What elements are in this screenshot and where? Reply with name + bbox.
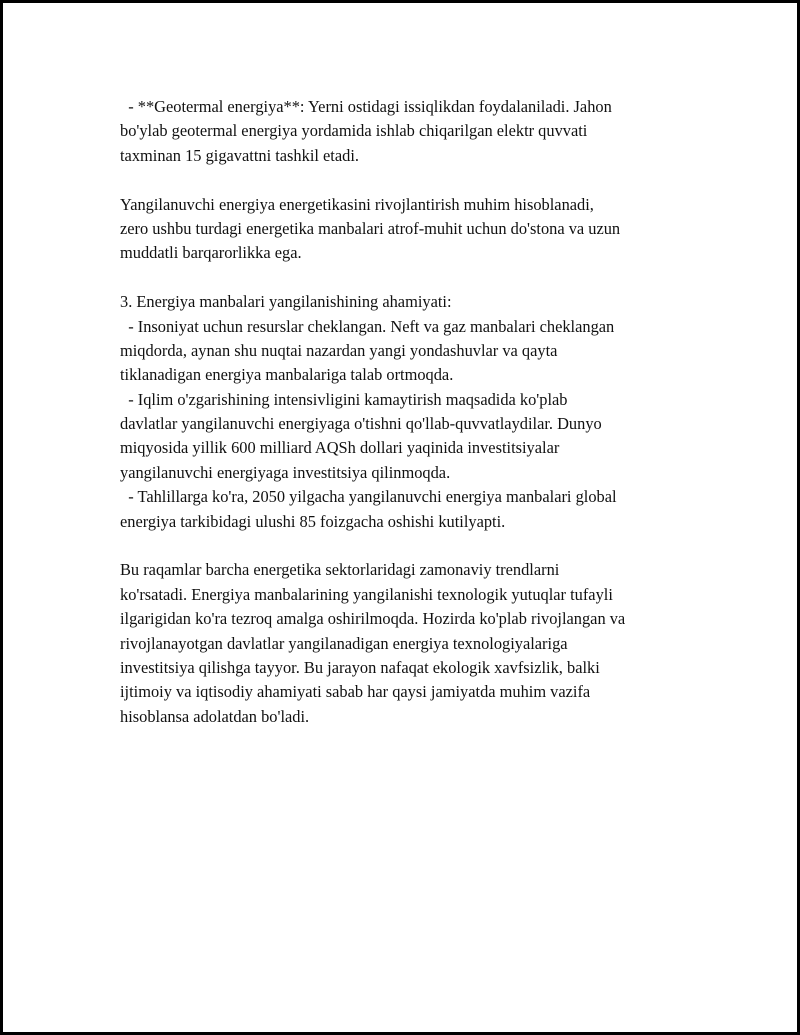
text-line: tiklanadigan energiya manbalariga talab ortmoqda.: [120, 365, 454, 385]
text-line: muddatli barqarorlikka ega.: [120, 243, 302, 263]
text-line: Yangilanuvchi energiya energetikasini rivojlantirish muhim hisoblanadi,: [120, 194, 594, 214]
paragraph-spacer: [120, 266, 700, 290]
text-line: yangilanuvchi energiyaga investitsiya qilinmoqda.: [120, 462, 451, 482]
text-line: miqdorda, aynan shu nuqtai nazardan yangi yondashuvlar va qayta: [120, 340, 558, 360]
text-line: davlatlar yangilanuvchi energiyaga o'tishni qo'llab-quvvatlaydilar. Dunyo: [120, 414, 602, 434]
document-body: [120, 95, 700, 729]
text-line: energiya tarkibidagi ulushi 85 foizgacha oshishi kutilyapti.: [120, 511, 506, 531]
text-line: hisoblansa adolatdan bo'ladi.: [120, 706, 310, 726]
text-line: rivojlanayotgan davlatlar yangilanadigan energiya texnologiyalariga: [120, 633, 568, 653]
text-line: - Insoniyat uchun resurslar cheklangan. Neft va gaz manbalari cheklangan: [120, 316, 615, 336]
text-line: ijtimoiy va iqtisodiy ahamiyati sabab har qaysi jamiyatda muhim vazifa: [120, 682, 591, 702]
paragraph-geothermal: [120, 95, 700, 168]
paragraph-spacer: [120, 534, 700, 558]
text-line: - Tahlillarga ko'ra, 2050 yilgacha yangilanuvchi energiya manbalari global: [120, 487, 617, 507]
paragraph-renewable-development: [120, 193, 700, 266]
text-line: zero ushbu turdagi energetika manbalari atrof-muhit uchun do'stona va uzun: [120, 218, 621, 238]
paragraph-importance-section: [120, 290, 700, 534]
text-line: taxminan 15 gigavattni tashkil etadi.: [120, 145, 359, 165]
text-line: - Iqlim o'zgarishining intensivligini kamaytirish maqsadida ko'plab: [120, 389, 568, 409]
text-line: - **Geotermal energiya**: Yerni ostidagi issiqlikdan foydalaniladi. Jahon: [120, 97, 612, 116]
text-line: ilgarigidan ko'ra tezroq amalga oshirilmoqda. Hozirda ko'plab rivojlangan va: [120, 609, 626, 629]
section-heading: 3. Energiya manbalari yangilanishining ahamiyati:: [120, 292, 452, 312]
text-line: Bu raqamlar barcha energetika sektorlaridagi zamonaviy trendlarni: [120, 560, 560, 580]
text-line: investitsiya qilishga tayyor. Bu jarayon nafaqat ekologik xavfsizlik, balki: [120, 657, 600, 677]
text-line: ko'rsatadi. Energiya manbalarining yangilanishi texnologik yutuqlar tufayli: [120, 584, 613, 604]
text-line: bo'ylab geotermal energiya yordamida ishlab chiqarilgan elektr quvvati: [120, 121, 588, 141]
paragraph-spacer: [120, 168, 700, 192]
paragraph-conclusion: [120, 558, 700, 729]
text-line: miqyosida yillik 600 milliard AQSh dollari yaqinida investitsiyalar: [120, 438, 560, 458]
